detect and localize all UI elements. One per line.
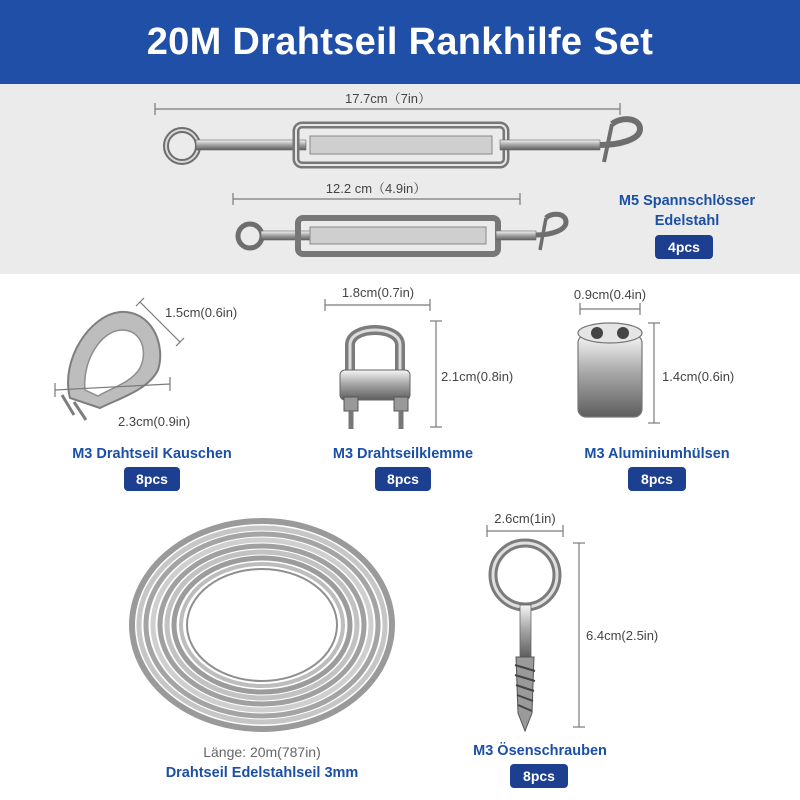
large-turnbuckle-dimension: 17.7cm（7in） [345,91,431,106]
small-turnbuckle-dimension: 12.2 cm（4.9in） [325,181,427,196]
small-turnbuckle-icon [238,214,566,254]
cable-coil-icon [132,521,392,729]
sleeve-illustration [550,295,670,435]
eyescrew-height-dimension: 6.4cm(2.5in) [586,628,659,643]
eyescrew-width-dimension-line [487,525,563,537]
thimble-title: M3 Drahtseil Kauschen [72,446,232,462]
sleeve-width-dimension: 0.9cm(0.4in) [573,287,647,302]
sleeve-icon [578,323,642,417]
eyescrew-width-dimension: 2.6cm(1in) [494,511,556,526]
sleeve-count-badge: 8pcs [628,467,686,491]
eyescrew-height-dimension-line [573,543,585,727]
clamp-count-badge: 8pcs [375,467,431,491]
thimble-icon [62,312,160,420]
eyescrew-icon [493,543,557,731]
cable-title: Drahtseil Edelstahlseil 3mm [165,765,359,781]
clamp-width-dimension-line [325,299,430,311]
sleeve-height-dimension: 1.4cm(0.6in) [662,369,735,384]
header-banner [0,0,800,84]
eyescrew-title: M3 Ösenschrauben [473,743,607,759]
sleeve-height-dimension-line [648,323,660,423]
thimble-width-dimension: 1.5cm(0.6in) [165,305,238,320]
clamp-icon [340,330,410,429]
clamp-illustration [320,295,450,440]
clamp-width-dimension: 1.8cm(0.7in) [341,285,415,300]
large-turnbuckle-icon [166,119,640,165]
cable-length-label: Länge: 20m(787in) [203,744,321,760]
turnbuckle-title-line2: Edelstahl [654,213,720,229]
eyescrew-illustration [475,525,595,740]
sleeve-title: M3 Aluminiumhülsen [584,446,730,462]
turnbuckle-count-badge: 4pcs [655,235,713,259]
sleeve-width-dimension-line [580,303,640,315]
clamp-height-dimension: 2.1cm(0.8in) [441,369,514,384]
page-title: 20M Drahtseil Rankhilfe Set [146,20,654,63]
eyescrew-count-badge: 8pcs [510,764,568,788]
clamp-title: M3 Drahtseilklemme [332,446,474,462]
thimble-length-dimension: 2.3cm(0.9in) [118,414,191,429]
thimble-count-badge: 8pcs [124,467,180,491]
turnbuckle-title-line1: M5 Spannschlösser [618,193,756,209]
cable-coil-illustration [125,515,400,735]
